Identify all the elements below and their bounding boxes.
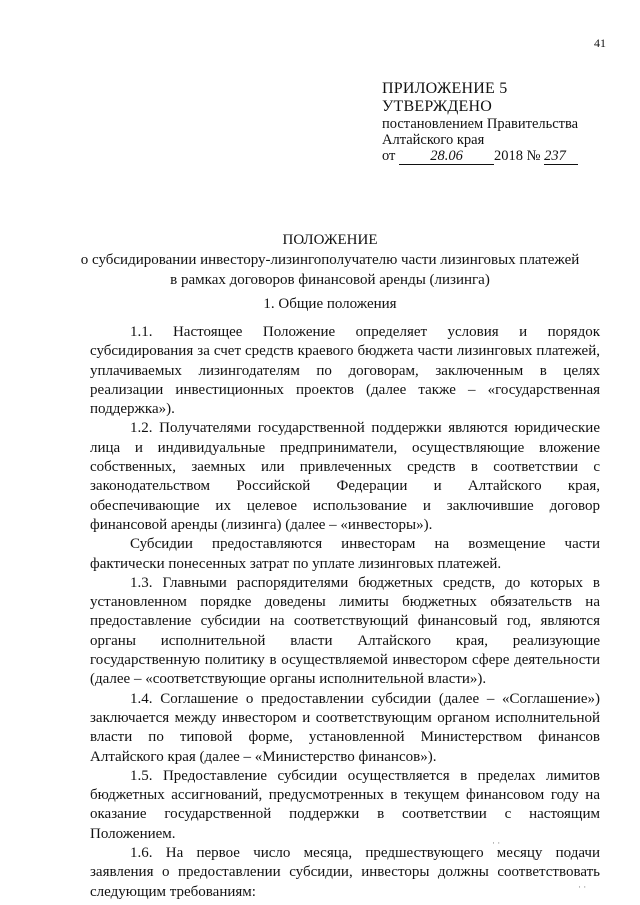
- approval-date: 28.06: [399, 148, 494, 165]
- approved-label: УТВЕРЖДЕНО: [382, 98, 493, 115]
- year-number-label: 2018 №: [494, 148, 541, 164]
- paragraph-1-2: 1.2. Получателями государственной поддержки являются юридические лица и индивидуальные предприниматели, осуществляющие вложение собственных, заемных или привлеченных средств в соответствии с законодательством Российской Федерации и Алтайского края, обеспечивающие их целевое использование и заключившие договор финансовой аренды (лизинга) (далее – «инвесторы»).: [90, 420, 600, 533]
- paragraph-1-6: 1.6. На первое число месяца, предшествующего месяцу подачи заявления о предоставлении субсидии, инвесторы должны соответствовать следующим требованиям:: [90, 845, 600, 900]
- paragraph-1-1: 1.1. Настоящее Положение определяет условия и порядок субсидирования за счет средств краевого бюджета части лизинговых платежей, уплачиваемых лизингодателям по договорам, заключенным в целях реализации инвестиционных проектов (далее также – «государственная поддержка»).: [90, 324, 600, 418]
- approval-line-2: Алтайского края: [382, 132, 485, 148]
- scan-speck: · ·: [578, 882, 587, 892]
- document-title: [60, 230, 600, 290]
- scan-speck: · ·: [492, 838, 501, 848]
- body-text: [90, 323, 600, 902]
- title-heading: ПОЛОЖЕНИЕ: [282, 232, 378, 248]
- approval-line-1: постановлением Правительства: [382, 116, 579, 132]
- paragraph-1-3: 1.3. Главными распорядителями бюджетных средств, до которых в установленном порядке доведены лимиты бюджетных обязательств на предоставление субсидии на соответствующий финансовый год, являются органы исполнительной власти Алтайского края, реализующие государственную политику в осуществляемой инвестором сфере деятельности (далее – «соответствующие органы исполнительной власти»).: [90, 574, 600, 688]
- title-subtitle-2: в рамках договоров финансовой аренды (лизинга): [170, 272, 490, 288]
- approval-date-line: [382, 148, 578, 165]
- appendix-label: ПРИЛОЖЕНИЕ 5: [382, 80, 508, 97]
- paragraph-1-4: 1.4. Соглашение о предоставлении субсидии (далее – «Соглашение») заключается между инвестором и соответствующим органом исполнительной власти по типовой форме, установленной Министерством финансов Алтайского края (далее – «Министерство финансов»).: [90, 690, 600, 765]
- date-prefix: от: [382, 148, 396, 164]
- section-heading: 1. Общие положения: [263, 296, 397, 312]
- page-number: 41: [594, 36, 606, 50]
- paragraph-subsidy: Субсидии предоставляются инвесторам на возмещение части фактически понесенных затрат по уплате лизинговых платежей.: [90, 536, 600, 572]
- paragraph-1-5: 1.5. Предоставление субсидии осуществляется в пределах лимитов бюджетных ассигнований, предусмотренных в текущем финансовом году на оказание государственной поддержки в соответствии с настоящим Положением.: [90, 767, 600, 842]
- title-subtitle-1: о субсидировании инвестору-лизингополучателю части лизинговых платежей: [80, 252, 580, 268]
- approval-stamp: [382, 80, 578, 165]
- approval-number: 237: [544, 148, 578, 165]
